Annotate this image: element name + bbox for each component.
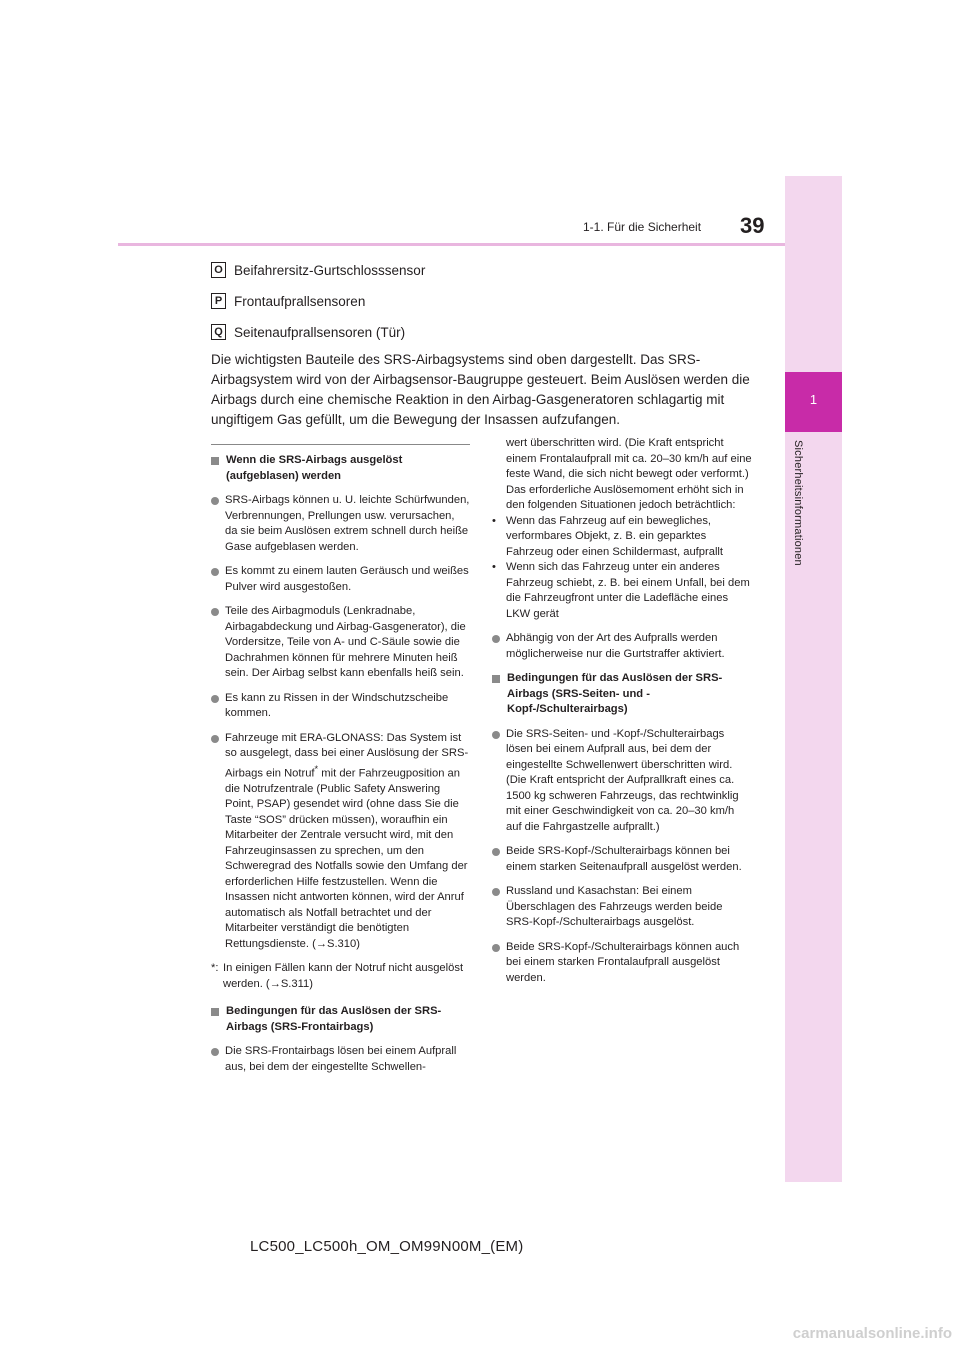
footnote-mark: *: [211,962,219,975]
continuation-text [492,436,752,514]
intro-text: Die wichtigsten Bauteile des SRS-Airbagsystems sind oben dargestellt. Das SRS-Airbagsystem wird von der Airbagsensor-Baugruppe gesteuert. Beim Auslösen werden die Airbags durch eine chemische Reaktion in den Airbag-Gasgeneratoren schlagartig mit ungiftigem Gas gefüllt, um die Bewegung der Insassen aufzufangen. [211,352,750,427]
list-item [492,631,752,662]
square-bullet-icon [211,1008,219,1016]
sub-bullet: • [492,561,496,573]
callout-text: Seitenaufprallsensoren (Tür) [234,324,406,340]
section-heading [211,453,470,484]
list-item [211,1044,470,1075]
list-item [211,564,470,595]
callout-item [211,293,365,309]
round-bullet-icon [211,568,219,576]
list-item-text: Es kommt zu einem lauten Geräusch und weißes Pulver wird ausgestoßen. [225,565,469,593]
list-item [211,691,470,722]
era-text-a: Fahrzeuge mit ERA-GLONASS: Das System ist so ausgelegt, dass bei einer Auslösung der SRS-Airbags ein Notruf [225,731,469,780]
right-column [492,436,752,995]
footnote-marker: * [314,763,319,774]
round-bullet-icon [492,731,500,739]
round-bullet-icon [211,695,219,703]
sub-bullet: • [492,514,496,527]
sub-item-text: Wenn das Fahrzeug auf ein bewegliches, verformbares Objekt, z. B. ein geparktes Fahrzeug oder einen Schildermast, aufprallt [506,514,724,558]
list-item-text: Es kann zu Rissen in der Windschutzscheibe kommen. [225,691,449,719]
list-item-text: Beide SRS-Kopf-/Schulterairbags können auch bei einem starken Frontalaufprall ausgelöst werden. [506,940,740,984]
round-bullet-icon [211,1048,219,1056]
round-bullet-icon [492,635,500,643]
round-bullet-icon [492,944,500,952]
square-bullet-icon [492,675,500,683]
sub-list-item [492,560,752,622]
square-bullet-icon [211,457,219,465]
footnote [211,961,470,992]
document-code: LC500_LC500h_OM_OM99N00M_(EM) [250,1238,524,1255]
callout-item [211,324,405,340]
round-bullet-icon [211,497,219,505]
list-item [211,731,470,953]
heading-text: Wenn die SRS-Airbags ausgelöst (aufgeblasen) werden [226,454,403,482]
list-item [492,727,752,836]
list-item-text: Beide SRS-Kopf-/Schulterairbags können bei einem starken Seitenaufprall ausgelöst werden. [506,845,742,873]
callout-text: Frontaufprallsensoren [234,293,366,309]
list-item [492,884,752,931]
watermark: carmanualsonline.info [792,1325,952,1342]
page-number: 39 [740,213,765,238]
section-heading [492,671,752,718]
chapter-title: Sicherheitsinformationen [792,440,804,566]
list-item-text: Die SRS-Seiten- und -Kopf-/Schulterairbags lösen bei einem Aufprall aus, bei dem der eingestellte Schwellenwert überschritten wird. (Die Kraft entspricht der Aufprallkraft eines ca. 1500 kg schweren Fahrzeugs, das rechtwinklig mit einer Geschwindigkeit von ca. 20–30 km/h auf die Fahrgastzelle aufprallt.) [506,727,739,833]
section-heading [211,1004,470,1035]
continuation-line: wert überschritten wird. (Die Kraft entspricht einem Frontalaufprall mit ca. 20–30 km/h auf eine feste Wand, die sich nicht bewegt oder verformt.) [506,437,752,480]
list-item-text: Russland und Kasachstan: Bei einem Überschlagen des Fahrzeugs werden beide SRS-Kopf-/Schulterairbags ausgelöst. [506,885,723,928]
callout-text: Beifahrersitz-Gurtschlosssensor [234,262,426,278]
callout-letter: P [211,293,226,309]
round-bullet-icon [211,608,219,616]
list-item-text: Abhängig von der Art des Aufpralls werden möglicherweise nur die Gurtstraffer aktiviert. [506,632,725,660]
callout-letter: O [211,262,226,278]
chapter-number: 1 [809,392,818,407]
continuation-line: Das erforderliche Auslösemoment erhöht sich in den folgenden Situationen jedoch beträchtlich: [506,483,744,511]
intro-paragraph [211,350,751,430]
section-title: 1-1. Für die Sicherheit [583,220,702,234]
round-bullet-icon [492,848,500,856]
era-text-b: mit der Fahrzeugposition an die Notrufzentrale (Public Safety Answering Point, PSAP) gesendet wird (ohne dass Sie die Taste “SOS” drücken müssen), woraufhin ein Mitarbeiter der Zentrale versucht wird, mit den Fahrzeuginsassen zu sprechen, um den Schweregrad des Notfalls sowie den Umfang der erforderlichen Hilfe festzustellen. Wenn die Insassen nicht antworten können, wird der Anruf automatisch als Notfall betrachtet und der Mitarbeiter verständigt die benötigten Rettungsdienste. (→S.310) [225,767,468,950]
header-rule [118,243,785,246]
list-item-text: SRS-Airbags können u. U. leichte Schürfwunden, Verbrennungen, Prellungen usw. verursachen, da sie beim Auslösen extrem schnell durch heiße Gase aufgeblasen werden. [225,494,470,553]
list-item-text: Die SRS-Frontairbags lösen bei einem Aufprall aus, bei dem der eingestellte Schwellen- [225,1045,457,1073]
callout-letter: Q [211,324,226,340]
list-item-text: Teile des Airbagmoduls (Lenkradnabe, Airbagabdeckung und Airbag-Gasgenerator), die Vordersitze, Teile von A- und C-Säule sowie die Dachrahmen können für mehrere Minuten heiß sein. Der Airbag selbst kann ebenfalls heiß sein. [225,605,466,679]
round-bullet-icon [211,735,219,743]
chapter-sidebar [785,176,842,1182]
footnote-text: In einigen Fällen kann der Notruf nicht ausgelöst werden. (→S.311) [223,962,464,990]
left-column [211,444,470,1084]
list-item [492,940,752,987]
heading-text: Bedingungen für das Auslösen der SRS-Airbags (SRS-Frontairbags) [226,1005,442,1033]
sub-item-text: Wenn sich das Fahrzeug unter ein anderes Fahrzeug schiebt, z. B. bei einem Unfall, bei dem die Fahrzeugfront unter die Ladefläche eines LKW gerät [506,561,750,620]
list-item-text [225,731,470,953]
round-bullet-icon [492,888,500,896]
callout-item [211,262,425,278]
heading-text: Bedingungen für das Auslösen der SRS-Airbags (SRS-Seiten- und -Kopf-/Schulterairbags) [507,672,723,715]
list-item [492,844,752,875]
sub-list-item [492,514,752,561]
list-item [211,493,470,555]
list-item [211,604,470,682]
